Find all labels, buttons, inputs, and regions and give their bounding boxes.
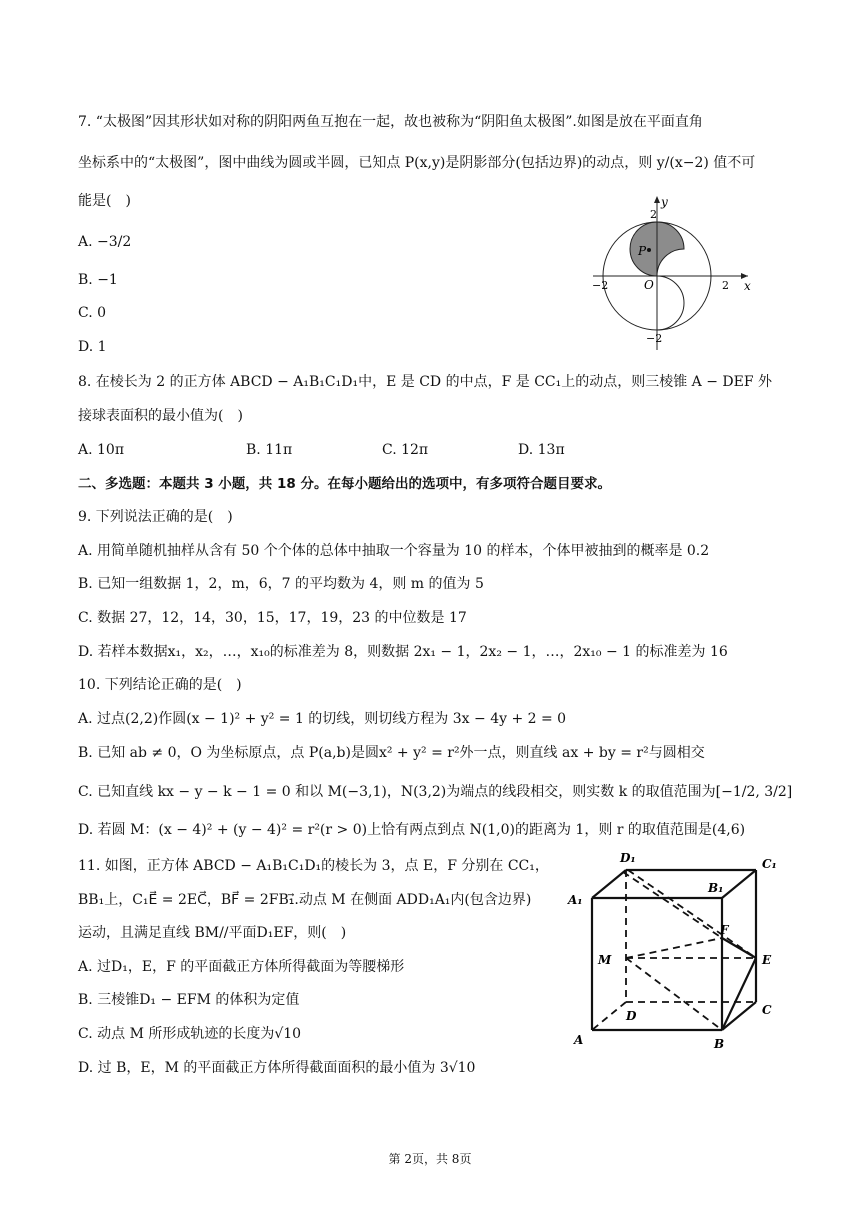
label-a: A bbox=[574, 1033, 584, 1047]
q10-option-b: B. 已知 ab ≠ 0，O 为坐标原点，点 P(a,b)是圆x² + y² = r²外一点，则直线 ax + by = r²与圆相交 bbox=[78, 745, 705, 761]
label-origin: O bbox=[644, 278, 654, 292]
q8-option-b: B. 11π bbox=[246, 442, 293, 458]
label-d1: D₁ bbox=[620, 851, 636, 865]
q7-line2: 坐标系中的“太极图”，图中曲线为圆或半圆，已知点 P(x,y)是阴影部分(包括边界)的动点，则 y/(x−2) 值不可 bbox=[78, 155, 756, 171]
q11-line2: BB₁上，C₁E⃗ = 2EC⃗，BF⃗ = 2FB₁⃗.动点 M 在侧面 ADD₁A₁内(包含边界) bbox=[78, 892, 532, 908]
label-p: P bbox=[638, 244, 647, 258]
label-a1: A₁ bbox=[568, 893, 583, 907]
y-arrow bbox=[654, 196, 660, 203]
label-neg2-left: −2 bbox=[592, 279, 609, 292]
point-p bbox=[647, 248, 651, 252]
label-b1: B₁ bbox=[708, 881, 724, 895]
q10-option-d: D. 若圆 M：(x − 4)² + (y − 4)² = r²(r > 0)上恰有两点到点 N(1,0)的距离为 1，则 r 的取值范围是(4,6) bbox=[78, 822, 746, 838]
q8-option-a: A. 10π bbox=[78, 442, 125, 458]
q9-stem: 9. 下列说法正确的是( ) bbox=[78, 509, 233, 525]
q8-option-d: D. 13π bbox=[518, 442, 565, 458]
label-y: y bbox=[661, 195, 668, 209]
q10-option-c: C. 已知直线 kx − y − k − 1 = 0 和以 M(−3,1)，N(3,2)为端点的线段相交，则实数 k 的取值范围为[−1/2, 3/2] bbox=[78, 784, 793, 800]
label-c: C bbox=[762, 1003, 772, 1017]
cube-figure bbox=[560, 848, 790, 1056]
label-f: F bbox=[720, 923, 729, 937]
q8-line2: 接球表面积的最小值为( ) bbox=[78, 408, 243, 424]
label-neg2-bottom: −2 bbox=[646, 332, 663, 345]
q11-option-b: B. 三棱锥D₁ − EFM 的体积为定值 bbox=[78, 992, 300, 1008]
q11-line3: 运动，且满足直线 BM//平面D₁EF，则( ) bbox=[78, 925, 347, 941]
q9-option-b: B. 已知一组数据 1，2，m，6，7 的平均数为 4，则 m 的值为 5 bbox=[78, 576, 484, 592]
page-footer: 第 2页，共 8页 bbox=[388, 1152, 472, 1166]
label-m: M bbox=[598, 953, 612, 967]
label-2-right: 2 bbox=[722, 279, 729, 292]
q7-option-c: C. 0 bbox=[78, 305, 107, 321]
q7-option-d: D. 1 bbox=[78, 339, 107, 355]
q8-line1: 8. 在棱长为 2 的正方体 ABCD − A₁B₁C₁D₁中，E 是 CD 的中点，F 是 CC₁上的动点，则三棱锥 A − DEF 外 bbox=[78, 374, 773, 390]
lower-semicircle bbox=[657, 276, 684, 330]
q8-option-c: C. 12π bbox=[382, 442, 429, 458]
taiji-figure bbox=[588, 190, 758, 360]
q10-stem: 10. 下列结论正确的是( ) bbox=[78, 677, 242, 693]
q11-option-c: C. 动点 M 所形成轨迹的长度为√10 bbox=[78, 1026, 302, 1042]
label-b: B bbox=[714, 1037, 725, 1051]
label-2-top: 2 bbox=[650, 208, 657, 221]
q11-option-a: A. 过D₁，E，F 的平面截正方体所得截面为等腰梯形 bbox=[78, 959, 405, 975]
section2-header: 二、多选题：本题共 3 小题，共 18 分。在每小题给出的选项中，有多项符合题目要求。 bbox=[78, 476, 611, 492]
q7-line3: 能是( ) bbox=[78, 193, 131, 209]
label-e: E bbox=[762, 953, 772, 967]
q9-option-c: C. 数据 27，12，14，30，15，17，19，23 的中位数是 17 bbox=[78, 610, 467, 626]
label-c1: C₁ bbox=[762, 857, 777, 871]
q7-option-a: A. −3/2 bbox=[78, 234, 132, 250]
label-d: D bbox=[626, 1009, 637, 1023]
q7-line1: 7. “太极图”因其形状如对称的阴阳两鱼互抱在一起，故也被称为“阴阳鱼太极图”.如图是放在平面直角 bbox=[78, 114, 703, 130]
q9-option-d: D. 若样本数据x₁，x₂，…，x₁₀的标准差为 8，则数据 2x₁ − 1，2x₂ − 1，…，2x₁₀ − 1 的标准差为 16 bbox=[78, 644, 728, 660]
label-x: x bbox=[744, 279, 751, 293]
q11-line1: 11. 如图，正方体 ABCD − A₁B₁C₁D₁的棱长为 3，点 E，F 分别在 CC₁， bbox=[78, 858, 549, 874]
q9-option-a: A. 用简单随机抽样从含有 50 个个体的总体中抽取一个容量为 10 的样本，个体甲被抽到的概率是 0.2 bbox=[78, 543, 710, 559]
q10-option-a: A. 过点(2,2)作圆(x − 1)² + y² = 1 的切线，则切线方程为 3x − 4y + 2 = 0 bbox=[78, 711, 567, 727]
q7-option-b: B. −1 bbox=[78, 272, 118, 288]
q11-option-d: D. 过 B，E，M 的平面截正方体所得截面面积的最小值为 3√10 bbox=[78, 1060, 476, 1076]
